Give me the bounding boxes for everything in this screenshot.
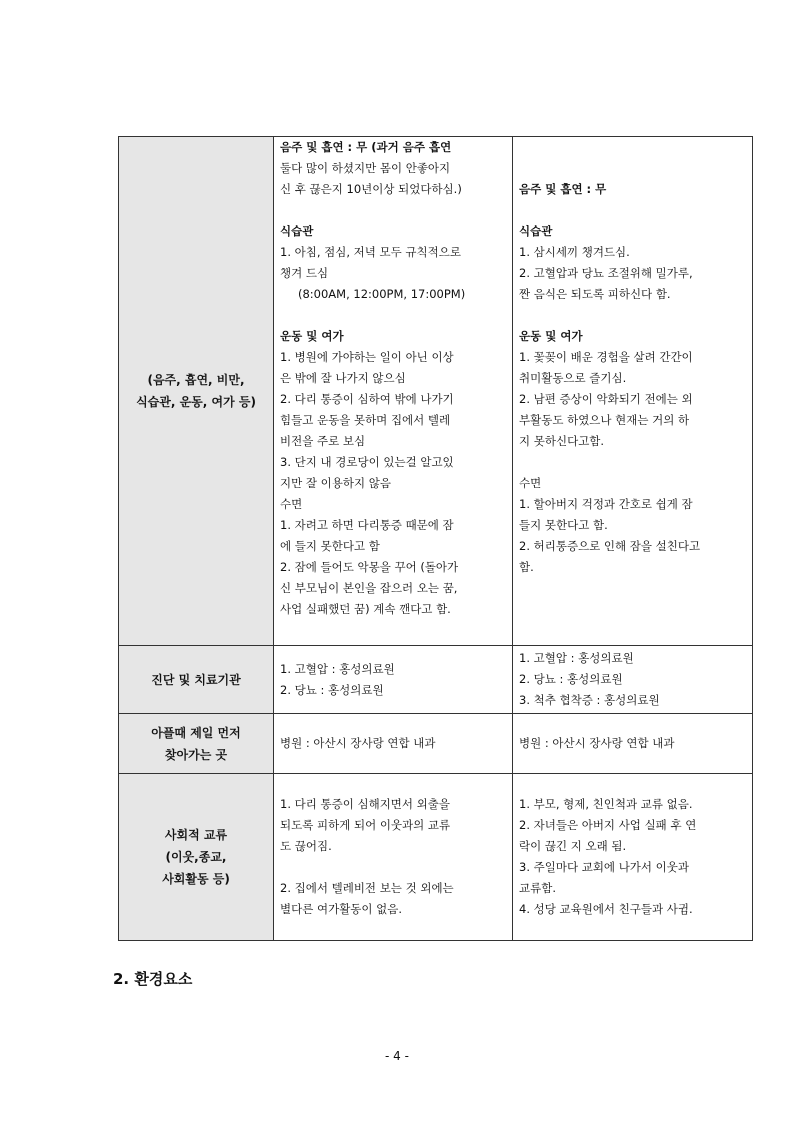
cell-text-line: 3. 주일마다 교회에 나가서 이웃과 (519, 860, 690, 874)
assessment-table (118, 136, 753, 941)
cell-text-line: 둘다 많이 하셨지만 몸이 안좋아지 (280, 161, 451, 175)
patient-cell (274, 137, 513, 646)
cell-text-line: 1. 할아버지 걱정과 간호로 쉽게 잠 (519, 497, 693, 511)
cell-text-line: 힘들고 운동을 못하며 집에서 텔레 (280, 413, 451, 427)
table-row (119, 774, 753, 941)
cell-text-line: 3. 척추 협착증 : 홍성의료원 (519, 693, 660, 707)
spouse-cell (513, 137, 753, 646)
cell-text-line: 비전을 주로 보심 (280, 434, 366, 448)
spouse-cell (513, 646, 753, 714)
cell-text-line: 2. 자녀들은 아버지 사업 실패 후 연 (519, 818, 697, 832)
page-number: - 4 - (385, 1049, 409, 1063)
cell-text-line: 운동 및 여가 (519, 329, 583, 343)
patient-cell (274, 774, 513, 941)
blank-line (519, 158, 746, 179)
section-heading: 2. 환경요소 (113, 970, 193, 988)
cell-text-line: 2. 집에서 텔레비전 보는 것 외에는 (280, 881, 454, 895)
cell-text-line: 에 들지 못한다고 함 (280, 539, 380, 553)
row-label-line: 식습관, 운동, 여가 등) (136, 395, 256, 409)
blank-line (519, 200, 746, 221)
cell-text-line: 1. 삼시세끼 챙겨드심. (519, 245, 630, 259)
cell-text-line: 1. 병원에 가야하는 일이 아닌 이상 (280, 350, 454, 364)
table-row (119, 646, 753, 714)
cell-text-line: 1. 자려고 하면 다리통증 때문에 잠 (280, 518, 454, 532)
cell-text-line: 3. 단지 내 경로당이 있는걸 알고있 (280, 455, 454, 469)
cell-text-line: 함. (519, 560, 534, 574)
cell-text-line: 부활동도 하였으나 현재는 거의 하 (519, 413, 690, 427)
cell-text-line: 취미활동으로 즐기심. (519, 371, 627, 385)
cell-text-line: 지 못하신다고함. (519, 434, 605, 448)
row-label-line: 진단 및 치료기관 (151, 672, 241, 687)
cell-text-line: 병원 : 아산시 장사랑 연합 내과 (280, 736, 436, 750)
blank-line (519, 137, 746, 158)
patient-cell (274, 646, 513, 714)
cell-text-line: 2. 당뇨 : 홍성의료원 (519, 672, 623, 686)
cell-text-line: 2. 허리통증으로 인해 잠을 설친다고 (519, 539, 701, 553)
row-label (119, 137, 274, 646)
cell-text-line: 교류함. (519, 881, 556, 895)
row-label-line: 찾아가는 곳 (164, 747, 228, 762)
row-label-line: (음주, 흡연, 비만, (147, 373, 245, 387)
cell-text-line: 짠 음식은 되도록 피하신다 함. (519, 287, 671, 301)
blank-line (519, 305, 746, 326)
cell-text-line: 2. 남편 증상이 악화되기 전에는 외 (519, 392, 693, 406)
cell-text-line: 신 후 끊은지 10년이상 되었다하심.) (280, 182, 462, 196)
table-row (119, 714, 753, 774)
cell-text-line: 별다른 여가활동이 없음. (280, 902, 403, 916)
row-label (119, 646, 274, 714)
cell-text-line: 음주 및 흡연 : 무 (과거 음주 흡연 (280, 140, 452, 154)
row-label-line: 사회활동 등) (162, 872, 230, 886)
cell-text-line: 되도록 피하게 되어 이웃과의 교류 (280, 818, 451, 832)
cell-text-line: 사업 실패했던 꿈) 계속 깬다고 함. (280, 602, 451, 616)
spouse-cell (513, 774, 753, 941)
patient-cell (274, 714, 513, 774)
spouse-cell (513, 714, 753, 774)
cell-text-line: 1. 꽃꽂이 배운 경험을 살려 간간이 (519, 350, 693, 364)
cell-text-line: 2. 다리 통증이 심하여 밖에 나가기 (280, 392, 454, 406)
cell-text-line: 4. 성당 교육원에서 친구들과 사귐. (519, 902, 693, 916)
blank-line (280, 857, 506, 878)
cell-text-line: 도 끊어짐. (280, 839, 332, 853)
cell-text-line: 2. 잠에 들어도 악몽을 꾸어 (돌아가 (280, 560, 459, 574)
cell-text-line: 1. 아침, 점심, 저녁 모두 규칙적으로 (280, 245, 461, 259)
table-row (119, 137, 753, 646)
row-label-line: 사회적 교류 (164, 828, 228, 842)
blank-line (280, 305, 506, 326)
blank-line (519, 452, 746, 473)
cell-text-line: 1. 고혈압 : 홍성의료원 (280, 661, 395, 676)
cell-text-line: 수면 (519, 476, 542, 490)
row-label-line: (이웃,종교, (165, 850, 227, 864)
cell-text-line: 락이 끊긴 지 오래 됨. (519, 839, 627, 853)
cell-text-line: (8:00AM, 12:00PM, 17:00PM) (298, 287, 466, 301)
row-label (119, 714, 274, 774)
cell-text-line: 들지 못한다고 함. (519, 518, 608, 532)
cell-text-line: 식습관 (519, 224, 553, 238)
cell-text-line: 2. 당뇨 : 홍성의료원 (280, 682, 384, 697)
cell-text-line: 1. 부모, 형제, 친인척과 교류 없음. (519, 797, 693, 811)
cell-text-line: 1. 고혈압 : 홍성의료원 (519, 651, 634, 665)
cell-text-line: 1. 다리 통증이 심해지면서 외출을 (280, 797, 451, 811)
cell-text-line: 지만 잘 이용하지 않음 (280, 476, 391, 490)
cell-text-line: 병원 : 아산시 장사랑 연합 내과 (519, 736, 675, 750)
cell-text-line: 신 부모님이 본인을 잡으러 오는 꿈, (280, 581, 458, 595)
cell-text-line: 운동 및 여가 (280, 329, 344, 343)
cell-text-line: 식습관 (280, 224, 314, 238)
row-label (119, 774, 274, 941)
cell-text-line: 은 밖에 잘 나가지 않으심 (280, 371, 406, 385)
cell-text-line: 챙겨 드심 (280, 266, 329, 280)
blank-line (280, 200, 506, 221)
cell-text-line: 음주 및 흡연 : 무 (519, 182, 607, 196)
row-label-line: 아플때 제일 먼저 (151, 725, 241, 740)
cell-text-line: 2. 고혈압과 당뇨 조절위해 밀가루, (519, 266, 693, 280)
cell-text-line: 수면 (280, 497, 303, 511)
